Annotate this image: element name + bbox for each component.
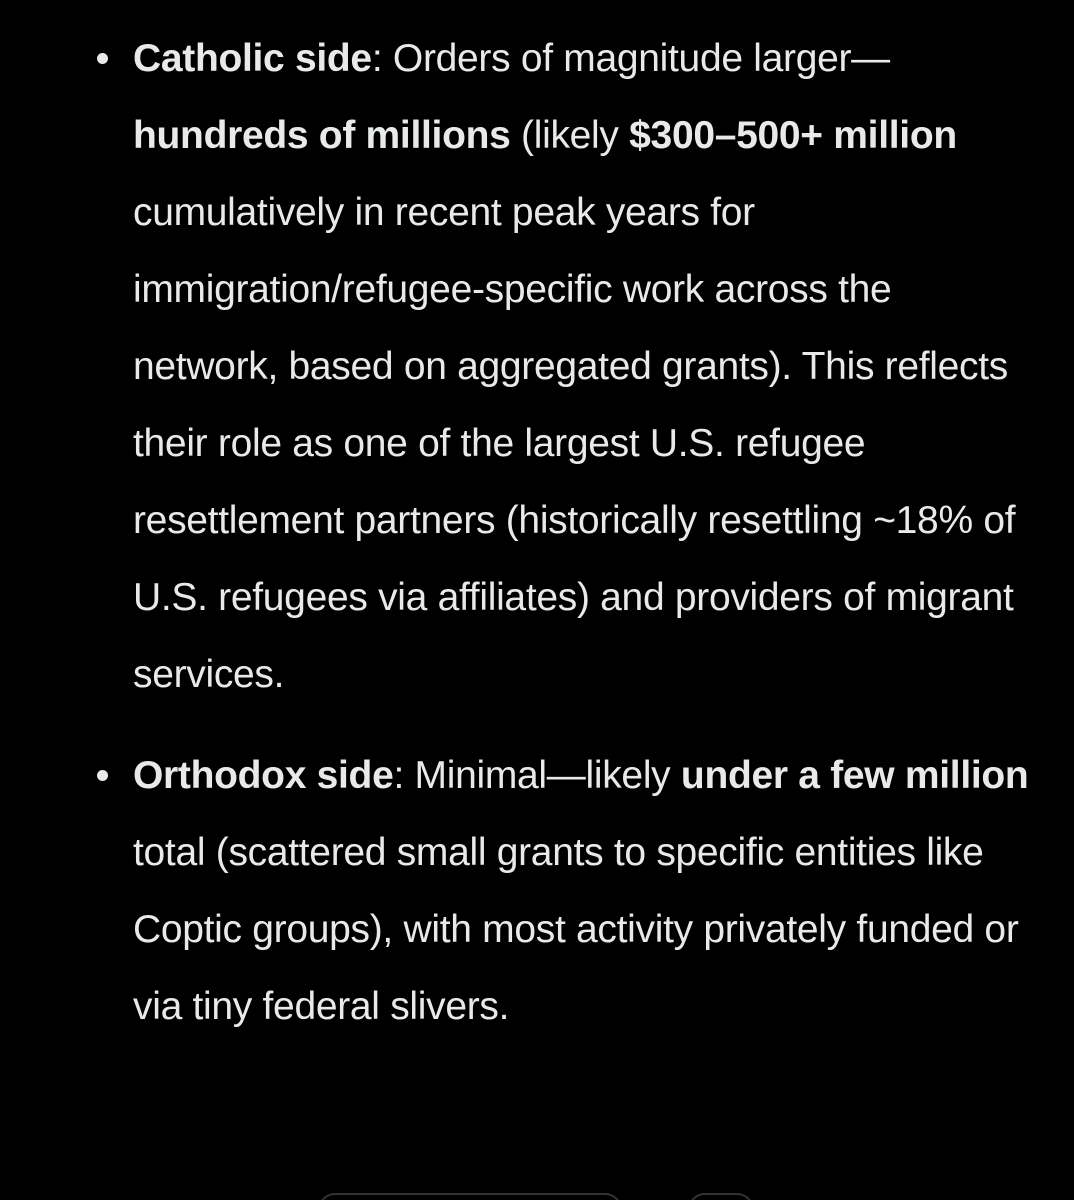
- bold-segment: under a few million: [680, 754, 1029, 797]
- bold-segment: $300–500+ million: [629, 114, 957, 157]
- text-segment: total (scattered small grants to specific entities like Coptic groups), with most activity privately funded or via tiny federal slivers.: [133, 831, 1019, 1028]
- bullet-dot-icon: [97, 53, 108, 64]
- bullet-label: Orthodox side: [133, 754, 394, 797]
- bold-segment: hundreds of millions: [133, 114, 511, 157]
- action-pill-button[interactable]: [318, 1193, 622, 1200]
- bullet-item-orthodox: [0, 737, 1074, 1045]
- label-colon: :: [393, 754, 405, 797]
- text-segment: (likely: [510, 114, 630, 157]
- bullet-label: Catholic side: [133, 37, 372, 80]
- label-colon: :: [371, 37, 383, 80]
- bullet-item-catholic: [0, 20, 1074, 713]
- text-segment: cumulatively in recent peak years for immigration/refugee-specific work across the network, based on aggregated grants). This reflects their role as one of the largest U.S. refugee resettlement partners (historically resettling ~18% of U.S. refugees via affiliates) and providers of migrant services.: [133, 191, 1016, 696]
- text-segment: Orders of magnitude larger—: [382, 37, 890, 80]
- bullet-list: [0, 20, 1074, 1045]
- action-pill-button[interactable]: [688, 1193, 754, 1200]
- text-segment: Minimal—likely: [404, 754, 681, 797]
- bottom-action-strip: [0, 1190, 1074, 1200]
- bullet-dot-icon: [97, 770, 108, 781]
